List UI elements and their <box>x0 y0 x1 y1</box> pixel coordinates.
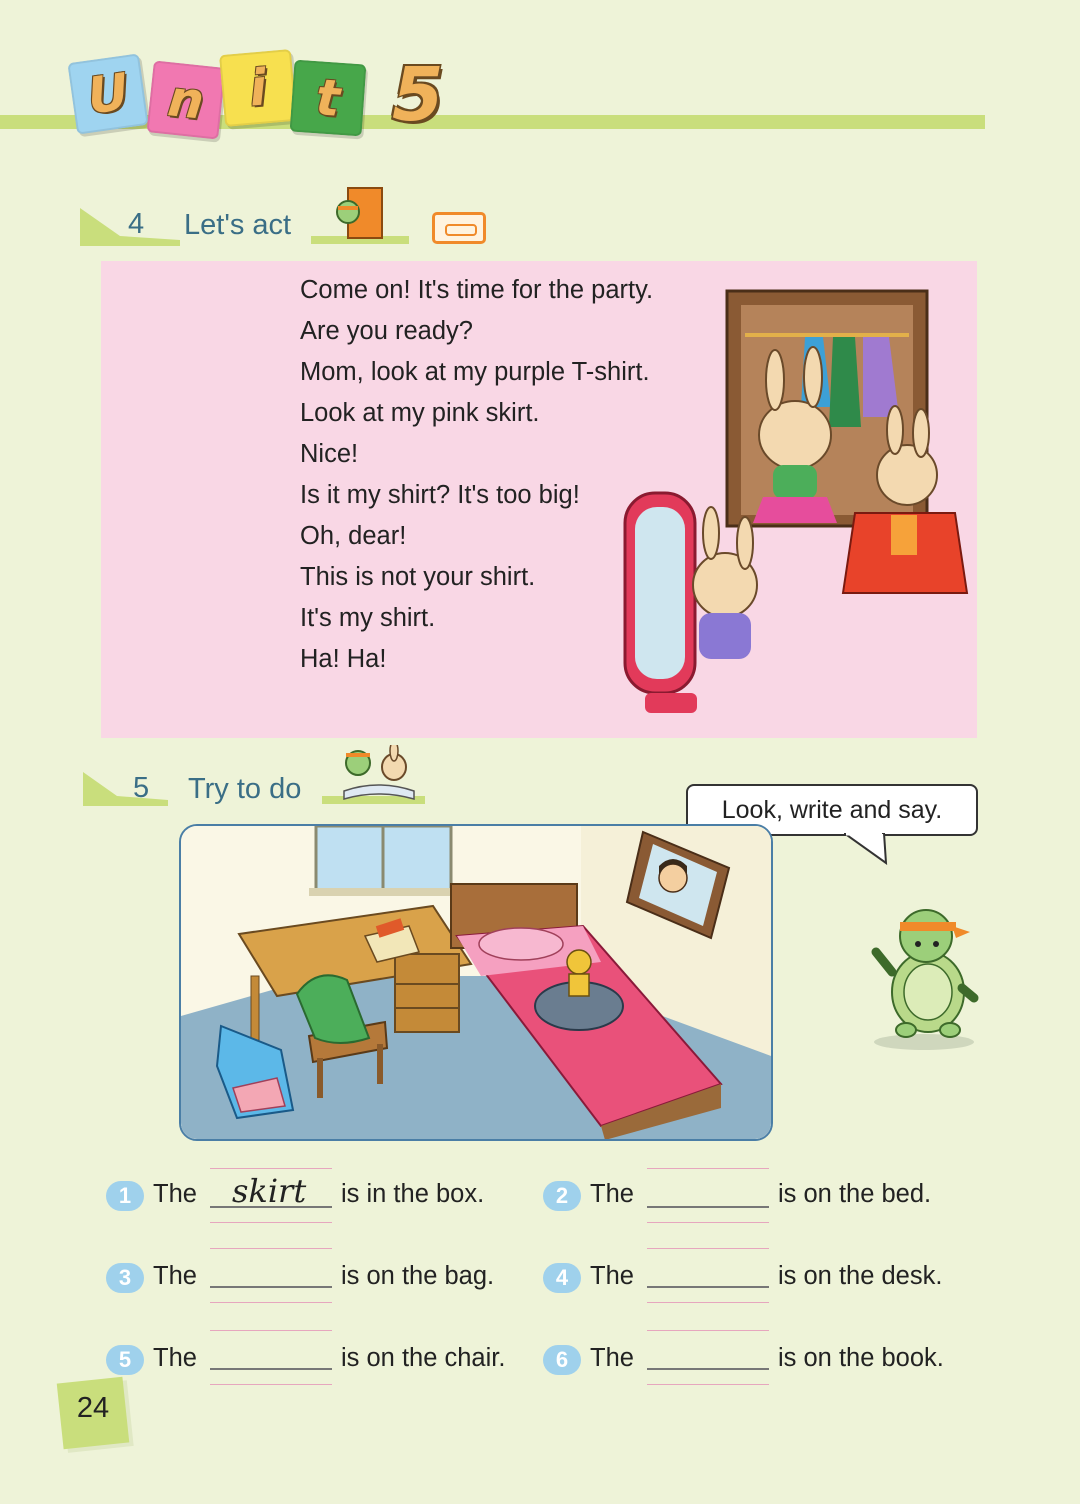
exercise-number: 2 <box>543 1181 581 1211</box>
answer-blank[interactable] <box>647 1168 769 1204</box>
cassette-icon[interactable] <box>432 212 486 244</box>
section-title: Let's act <box>184 209 292 241</box>
dialogue-line: Nice! <box>300 440 359 468</box>
bubble-text: Look, write and say. <box>721 796 943 824</box>
dialogue-line: Look at my pink skirt. <box>300 399 540 427</box>
page-number: 24 <box>76 1392 110 1424</box>
dialogue-line: Are you ready? <box>300 317 473 345</box>
unit-letter: U <box>83 62 133 126</box>
exercise-number: 6 <box>543 1345 581 1375</box>
dialogue-line: Oh, dear! <box>300 522 407 550</box>
answer-blank[interactable] <box>647 1330 769 1366</box>
turtle-rabbit-reading-illustration <box>336 745 422 803</box>
exercise-the: The <box>590 1262 634 1290</box>
dialogue-line: Is it my shirt? It's too big! <box>300 481 580 509</box>
bedroom-illustration <box>179 824 773 1141</box>
speech-bubble-tail <box>844 833 890 865</box>
dialogue-line: It's my shirt. <box>300 604 436 632</box>
unit-number: 5 <box>392 52 444 138</box>
dialogue-line: Mom, look at my purple T-shirt. <box>300 358 650 386</box>
exercise-the: The <box>153 1180 197 1208</box>
dialogue-line: Come on! It's time for the party. <box>300 276 654 304</box>
exercise-number: 4 <box>543 1263 581 1293</box>
rabbits-wardrobe-illustration <box>615 285 975 735</box>
turtle-character <box>866 900 981 1050</box>
dialogue-line: This is not your shirt. <box>300 563 536 591</box>
exercise-the: The <box>153 1344 197 1372</box>
exercise-number: 3 <box>106 1263 144 1293</box>
answer-blank[interactable] <box>210 1330 332 1366</box>
exercise-the: The <box>590 1344 634 1372</box>
unit-letter-tile <box>290 60 367 137</box>
unit-letter: n <box>165 69 207 131</box>
exercise-the: The <box>153 1262 197 1290</box>
exercise-rest: is on the book. <box>778 1344 944 1372</box>
exercise-rest: is on the chair. <box>341 1344 506 1372</box>
unit-letter-tile <box>219 49 297 127</box>
exercise-rest: is on the bed. <box>778 1180 932 1208</box>
exercise-rest: is in the box. <box>341 1180 485 1208</box>
exercise-rest: is on the desk. <box>778 1262 943 1290</box>
dialogue-line: Ha! Ha! <box>300 645 387 673</box>
exercise-number: 5 <box>106 1345 144 1375</box>
section-marker <box>83 772 168 808</box>
unit-letter: t <box>314 68 342 128</box>
answer-blank[interactable] <box>210 1248 332 1284</box>
exercise-number: 1 <box>106 1181 144 1211</box>
bedroom-scene <box>181 826 771 1139</box>
unit-letter: i <box>246 58 270 118</box>
section-title: Try to do <box>188 773 302 805</box>
section-number: 4 <box>128 208 145 240</box>
turtle-door-illustration <box>330 186 386 240</box>
exercise-the: The <box>590 1180 634 1208</box>
unit-letter-tile <box>146 60 225 139</box>
section-number: 5 <box>133 772 150 804</box>
exercise-answer: skirt <box>232 1172 307 1210</box>
unit-letter-tile <box>67 53 148 134</box>
exercise-rest: is on the bag. <box>341 1262 495 1290</box>
answer-blank[interactable] <box>647 1248 769 1284</box>
